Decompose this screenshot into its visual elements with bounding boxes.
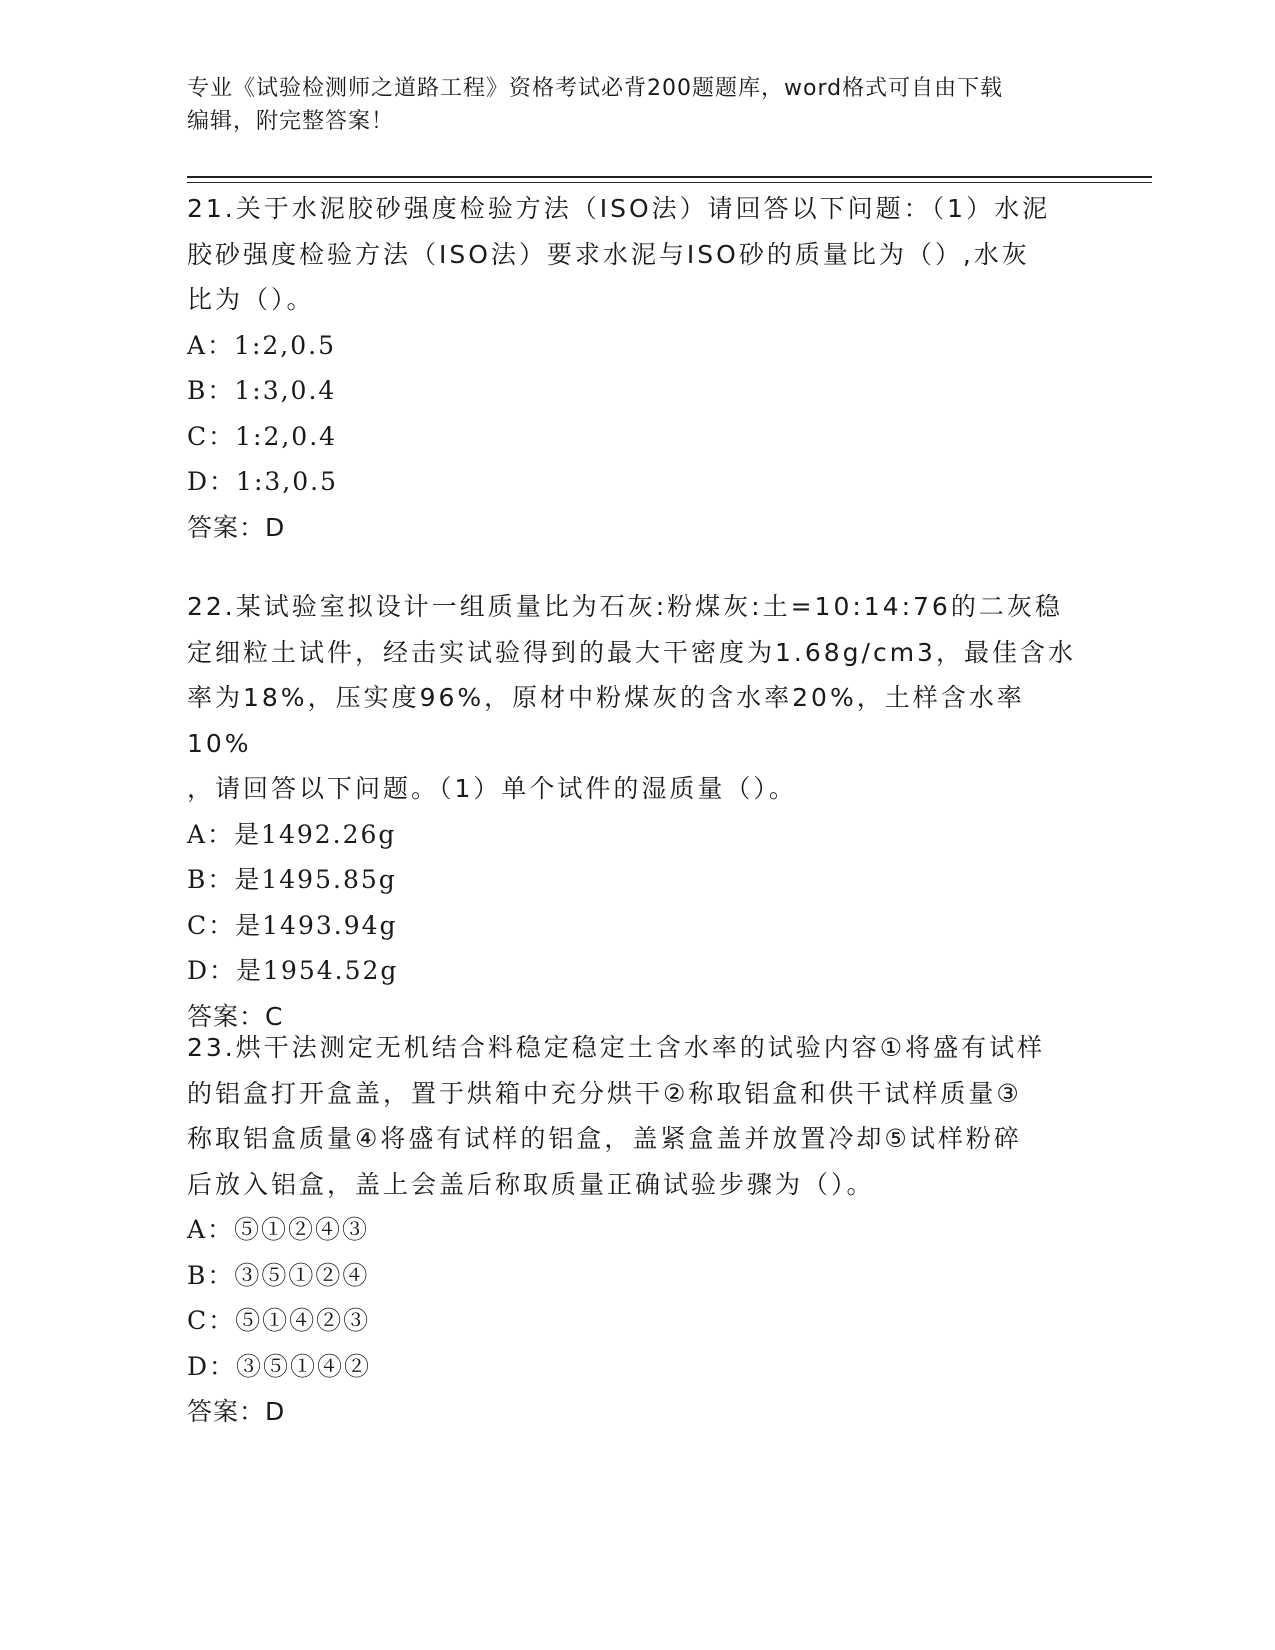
answer-line: 答案：C (187, 1001, 284, 1031)
question-text-line: ，请回答以下问题。（1）单个试件的湿质量（）。 (187, 774, 797, 803)
question-text-line: 定细粒土试件，经击实试验得到的最大干密度为1.68g/cm3，最佳含水 (187, 637, 1076, 667)
question-text-line: 的铝盒打开盒盖，置于烘箱中充分烘干②称取铝盒和供干试样质量③ (187, 1078, 1022, 1108)
answer-line: 答案：D (187, 1397, 286, 1426)
question-22 (187, 584, 1087, 1039)
option-b: B：③⑤①②④ (187, 1260, 370, 1290)
option-b: B：是1495.85g (187, 865, 397, 894)
option-c: C：1:2,0.4 (187, 421, 338, 451)
question-text-line: 率为18%，压实度96%，原材中粉煤灰的含水率20%，土样含水率10% (187, 683, 1025, 758)
option-b: B：1:3,0.4 (187, 376, 337, 405)
option-d: D：③⑤①④② (187, 1351, 372, 1381)
question-text-line: 胶砂强度检验方法（ISO法）要求水泥与ISO砂的质量比为（）,水灰 (187, 239, 1030, 269)
answer-line: 答案：D (187, 512, 286, 542)
question-text-line: 称取铝盒质量④将盛有试样的铝盒，盖紧盒盖并放置冷却⑤试样粉碎 (187, 1124, 1022, 1153)
document-header (187, 72, 1067, 138)
header-divider-thick (187, 176, 1152, 178)
option-c: C：是1493.94g (187, 910, 398, 940)
header-divider-thin (187, 182, 1152, 183)
option-c: C：⑤①④②③ (187, 1306, 371, 1335)
question-21 (187, 186, 1087, 550)
question-text-line: 22.某试验室拟设计一组质量比为石灰:粉煤灰:土=10:14:76的二灰稳 (187, 592, 1063, 621)
option-d: D：1:3,0.5 (187, 467, 338, 496)
option-a: A：⑤①②④③ (187, 1215, 370, 1244)
option-a: A：是1492.26g (187, 819, 397, 849)
option-a: A：1:2,0.5 (187, 330, 336, 360)
question-23 (187, 1025, 1087, 1435)
question-text-line: 21.关于水泥胶砂强度检验方法（ISO法）请回答以下问题：（1）水泥 (187, 194, 1051, 223)
question-text-line: 比为（）。 (187, 285, 315, 314)
header-line-2: 编辑，附完整答案！ (187, 109, 395, 134)
question-text-line: 23.烘干法测定无机结合料稳定稳定土含水率的试验内容①将盛有试样 (187, 1033, 1046, 1062)
header-line-1: 专业《试验检测师之道路工程》资格考试必背200题题库，word格式可自由下载 (187, 76, 1004, 101)
question-text-line: 后放入铝盒，盖上会盖后称取质量正确试验步骤为（）。 (187, 1169, 875, 1199)
option-d: D：是1954.52g (187, 956, 399, 985)
